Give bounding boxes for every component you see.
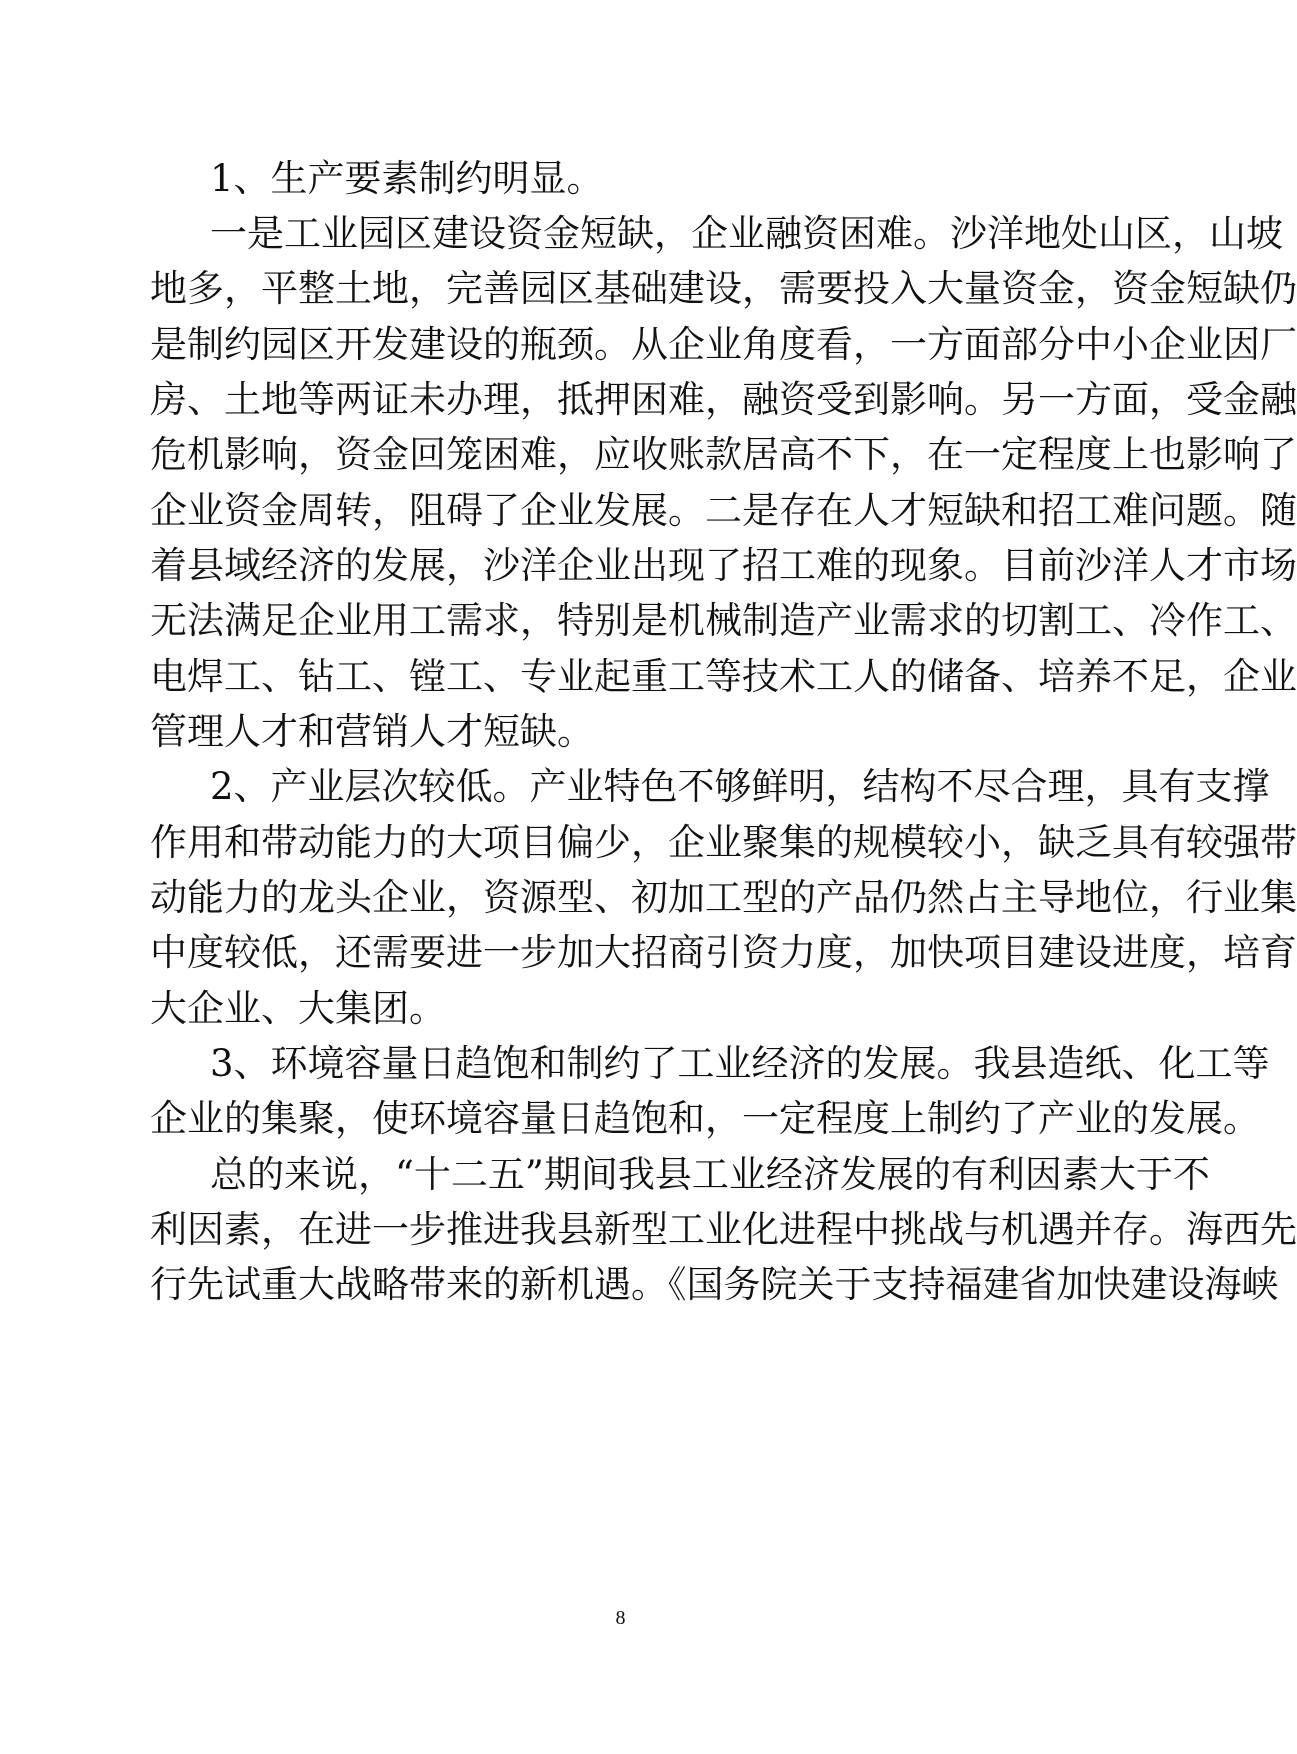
text-line: 大企业、大集团。	[150, 987, 446, 1030]
text-line: 行先试重大战略带来的新机遇。《国务院关于支持福建省加快建设海峡	[150, 1263, 1279, 1306]
text-line: 是制约园区开发建设的瓶颈。从企业角度看，一方面部分中小企业因厂	[150, 323, 1297, 366]
text-line: 总的来说，“十二五”期间我县工业经济发展的有利因素大于不	[210, 1153, 1210, 1196]
text-line: 作用和带动能力的大项目偏少，企业聚集的规模较小，缺乏具有较强带	[150, 821, 1297, 864]
text-line: 危机影响，资金回笼困难，应收账款居高不下，在一定程度上也影响了	[150, 433, 1297, 476]
text-line: 一是工业园区建设资金短缺，企业融资困难。沙洋地处山区，山坡	[210, 212, 1283, 255]
text-line: 房、土地等两证未办理，抵押困难，融资受到影响。另一方面，受金融	[150, 378, 1297, 421]
page-number: 8	[615, 1607, 626, 1629]
text-line: 动能力的龙头企业，资源型、初加工型的产品仍然占主导地位，行业集	[150, 876, 1297, 919]
text-line: 着县域经济的发展，沙洋企业出现了招工难的现象。目前沙洋人才市场	[150, 544, 1297, 587]
text-line: 电焊工、钻工、镗工、专业起重工等技术工人的储备、培养不足，企业	[150, 655, 1297, 698]
text-line: 3、环境容量日趋饱和制约了工业经济的发展。我县造纸、化工等	[210, 1042, 1270, 1085]
text-line: 无法满足企业用工需求，特别是机械制造产业需求的切割工、冷作工、	[150, 599, 1297, 642]
text-line: 2、产业层次较低。产业特色不够鲜明，结构不尽合理，具有支撑	[210, 765, 1270, 808]
text-line: 利因素，在进一步推进我县新型工业化进程中挑战与机遇并存。海西先	[150, 1208, 1297, 1251]
text-line: 企业资金周转，阻碍了企业发展。二是存在人才短缺和招工难问题。随	[150, 489, 1297, 532]
text-line: 地多，平整土地，完善园区基础建设，需要投入大量资金，资金短缺仍	[150, 267, 1297, 310]
text-line: 1、生产要素制约明显。	[210, 157, 604, 200]
text-line: 管理人才和营销人才短缺。	[150, 710, 594, 753]
text-line: 中度较低，还需要进一步加大招商引资力度，加快项目建设进度，培育	[150, 931, 1297, 974]
text-line: 企业的集聚，使环境容量日趋饱和，一定程度上制约了产业的发展。	[150, 1097, 1260, 1140]
